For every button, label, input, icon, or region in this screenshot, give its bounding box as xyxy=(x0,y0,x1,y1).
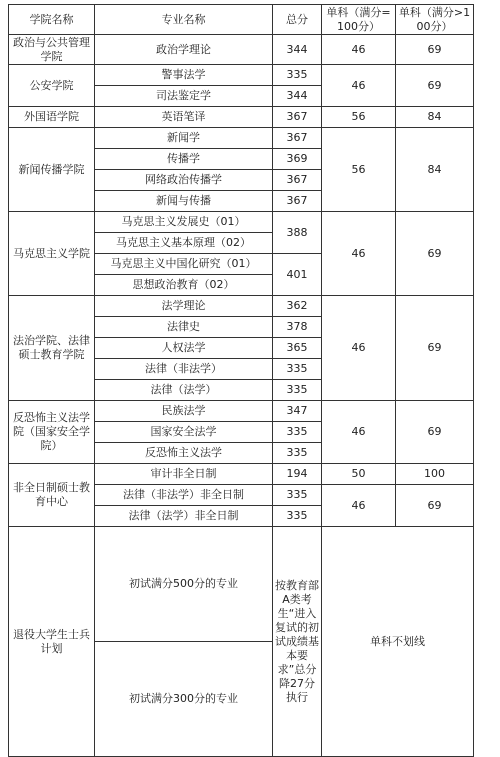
major-name: 新闻与传播 xyxy=(95,191,273,212)
major-name: 法律（法学） xyxy=(95,380,273,401)
major-name: 法律（非法学） xyxy=(95,359,273,380)
table-row xyxy=(9,128,474,149)
header-single-over-100: 单科（满分>100分） xyxy=(396,5,474,35)
college-name: 反恐怖主义法学院（国家安全学院） xyxy=(9,401,95,464)
major-name: 新闻学 xyxy=(95,128,273,149)
major-name: 法律（非法学）非全日制 xyxy=(95,485,273,506)
college-name: 退役大学生士兵计划 xyxy=(9,527,95,757)
header-single-100: 单科（满分=100分） xyxy=(322,5,396,35)
single-100-score: 46 xyxy=(322,65,396,107)
single-100-score: 46 xyxy=(322,212,396,296)
score-table-container xyxy=(8,4,474,757)
major-name: 法学理论 xyxy=(95,296,273,317)
college-name: 法治学院、法律硕士教育学院 xyxy=(9,296,95,401)
score-line-table xyxy=(8,4,474,757)
total-score: 194 xyxy=(273,464,322,485)
single-score-note: 单科不划线 xyxy=(322,527,474,757)
table-row xyxy=(9,107,474,128)
header-college: 学院名称 xyxy=(9,5,95,35)
single-over-100-score: 69 xyxy=(396,35,474,65)
total-score: 367 xyxy=(273,191,322,212)
single-over-100-score: 69 xyxy=(396,485,474,527)
major-name: 传播学 xyxy=(95,149,273,170)
total-score: 344 xyxy=(273,86,322,107)
total-score: 388 xyxy=(273,212,322,254)
header-major: 专业名称 xyxy=(95,5,273,35)
total-score: 367 xyxy=(273,107,322,128)
single-over-100-score: 69 xyxy=(396,212,474,296)
college-name: 政治与公共管理学院 xyxy=(9,35,95,65)
major-name: 政治学理论 xyxy=(95,35,273,65)
total-score-note: 按教育部A类考生“进入复试的初试成绩基本要求”总分降27分执行 xyxy=(273,527,322,757)
major-name: 初试满分500分的专业 xyxy=(95,527,273,642)
total-score: 378 xyxy=(273,317,322,338)
major-name: 马克思主义基本原理（02） xyxy=(95,233,273,254)
single-over-100-score: 84 xyxy=(396,107,474,128)
single-100-score: 46 xyxy=(322,485,396,527)
total-score: 335 xyxy=(273,506,322,527)
major-name: 人权法学 xyxy=(95,338,273,359)
college-name: 非全日制硕士教育中心 xyxy=(9,464,95,527)
college-name: 马克思主义学院 xyxy=(9,212,95,296)
major-name: 反恐怖主义法学 xyxy=(95,443,273,464)
table-header-row xyxy=(9,5,474,35)
major-name: 马克思主义中国化研究（01） xyxy=(95,254,273,275)
total-score: 344 xyxy=(273,35,322,65)
total-score: 362 xyxy=(273,296,322,317)
table-row xyxy=(9,464,474,485)
single-100-score: 56 xyxy=(322,128,396,212)
college-name: 新闻传播学院 xyxy=(9,128,95,212)
table-row xyxy=(9,65,474,86)
total-score: 367 xyxy=(273,170,322,191)
major-name: 初试满分300分的专业 xyxy=(95,642,273,757)
single-over-100-score: 84 xyxy=(396,128,474,212)
total-score: 335 xyxy=(273,443,322,464)
single-100-score: 46 xyxy=(322,401,396,464)
table-row xyxy=(9,296,474,317)
major-name: 马克思主义发展史（01） xyxy=(95,212,273,233)
table-row xyxy=(9,212,474,233)
total-score: 335 xyxy=(273,359,322,380)
single-100-score: 46 xyxy=(322,35,396,65)
total-score: 365 xyxy=(273,338,322,359)
total-score: 347 xyxy=(273,401,322,422)
total-score: 335 xyxy=(273,422,322,443)
major-name: 法律史 xyxy=(95,317,273,338)
major-name: 法律（法学）非全日制 xyxy=(95,506,273,527)
total-score: 401 xyxy=(273,254,322,296)
total-score: 335 xyxy=(273,65,322,86)
table-row xyxy=(9,35,474,65)
major-name: 思想政治教育（02） xyxy=(95,275,273,296)
single-over-100-score: 69 xyxy=(396,401,474,464)
total-score: 369 xyxy=(273,149,322,170)
major-name: 英语笔译 xyxy=(95,107,273,128)
major-name: 警事法学 xyxy=(95,65,273,86)
single-over-100-score: 100 xyxy=(396,464,474,485)
college-name: 公安学院 xyxy=(9,65,95,107)
table-row xyxy=(9,401,474,422)
single-100-score: 50 xyxy=(322,464,396,485)
single-over-100-score: 69 xyxy=(396,65,474,107)
total-score: 335 xyxy=(273,380,322,401)
single-over-100-score: 69 xyxy=(396,296,474,401)
major-name: 国家安全法学 xyxy=(95,422,273,443)
single-100-score: 46 xyxy=(322,296,396,401)
major-name: 民族法学 xyxy=(95,401,273,422)
college-name: 外国语学院 xyxy=(9,107,95,128)
major-name: 网络政治传播学 xyxy=(95,170,273,191)
major-name: 司法鉴定学 xyxy=(95,86,273,107)
header-total: 总分 xyxy=(273,5,322,35)
total-score: 367 xyxy=(273,128,322,149)
single-100-score: 56 xyxy=(322,107,396,128)
table-row xyxy=(9,527,474,642)
major-name: 审计非全日制 xyxy=(95,464,273,485)
total-score: 335 xyxy=(273,485,322,506)
